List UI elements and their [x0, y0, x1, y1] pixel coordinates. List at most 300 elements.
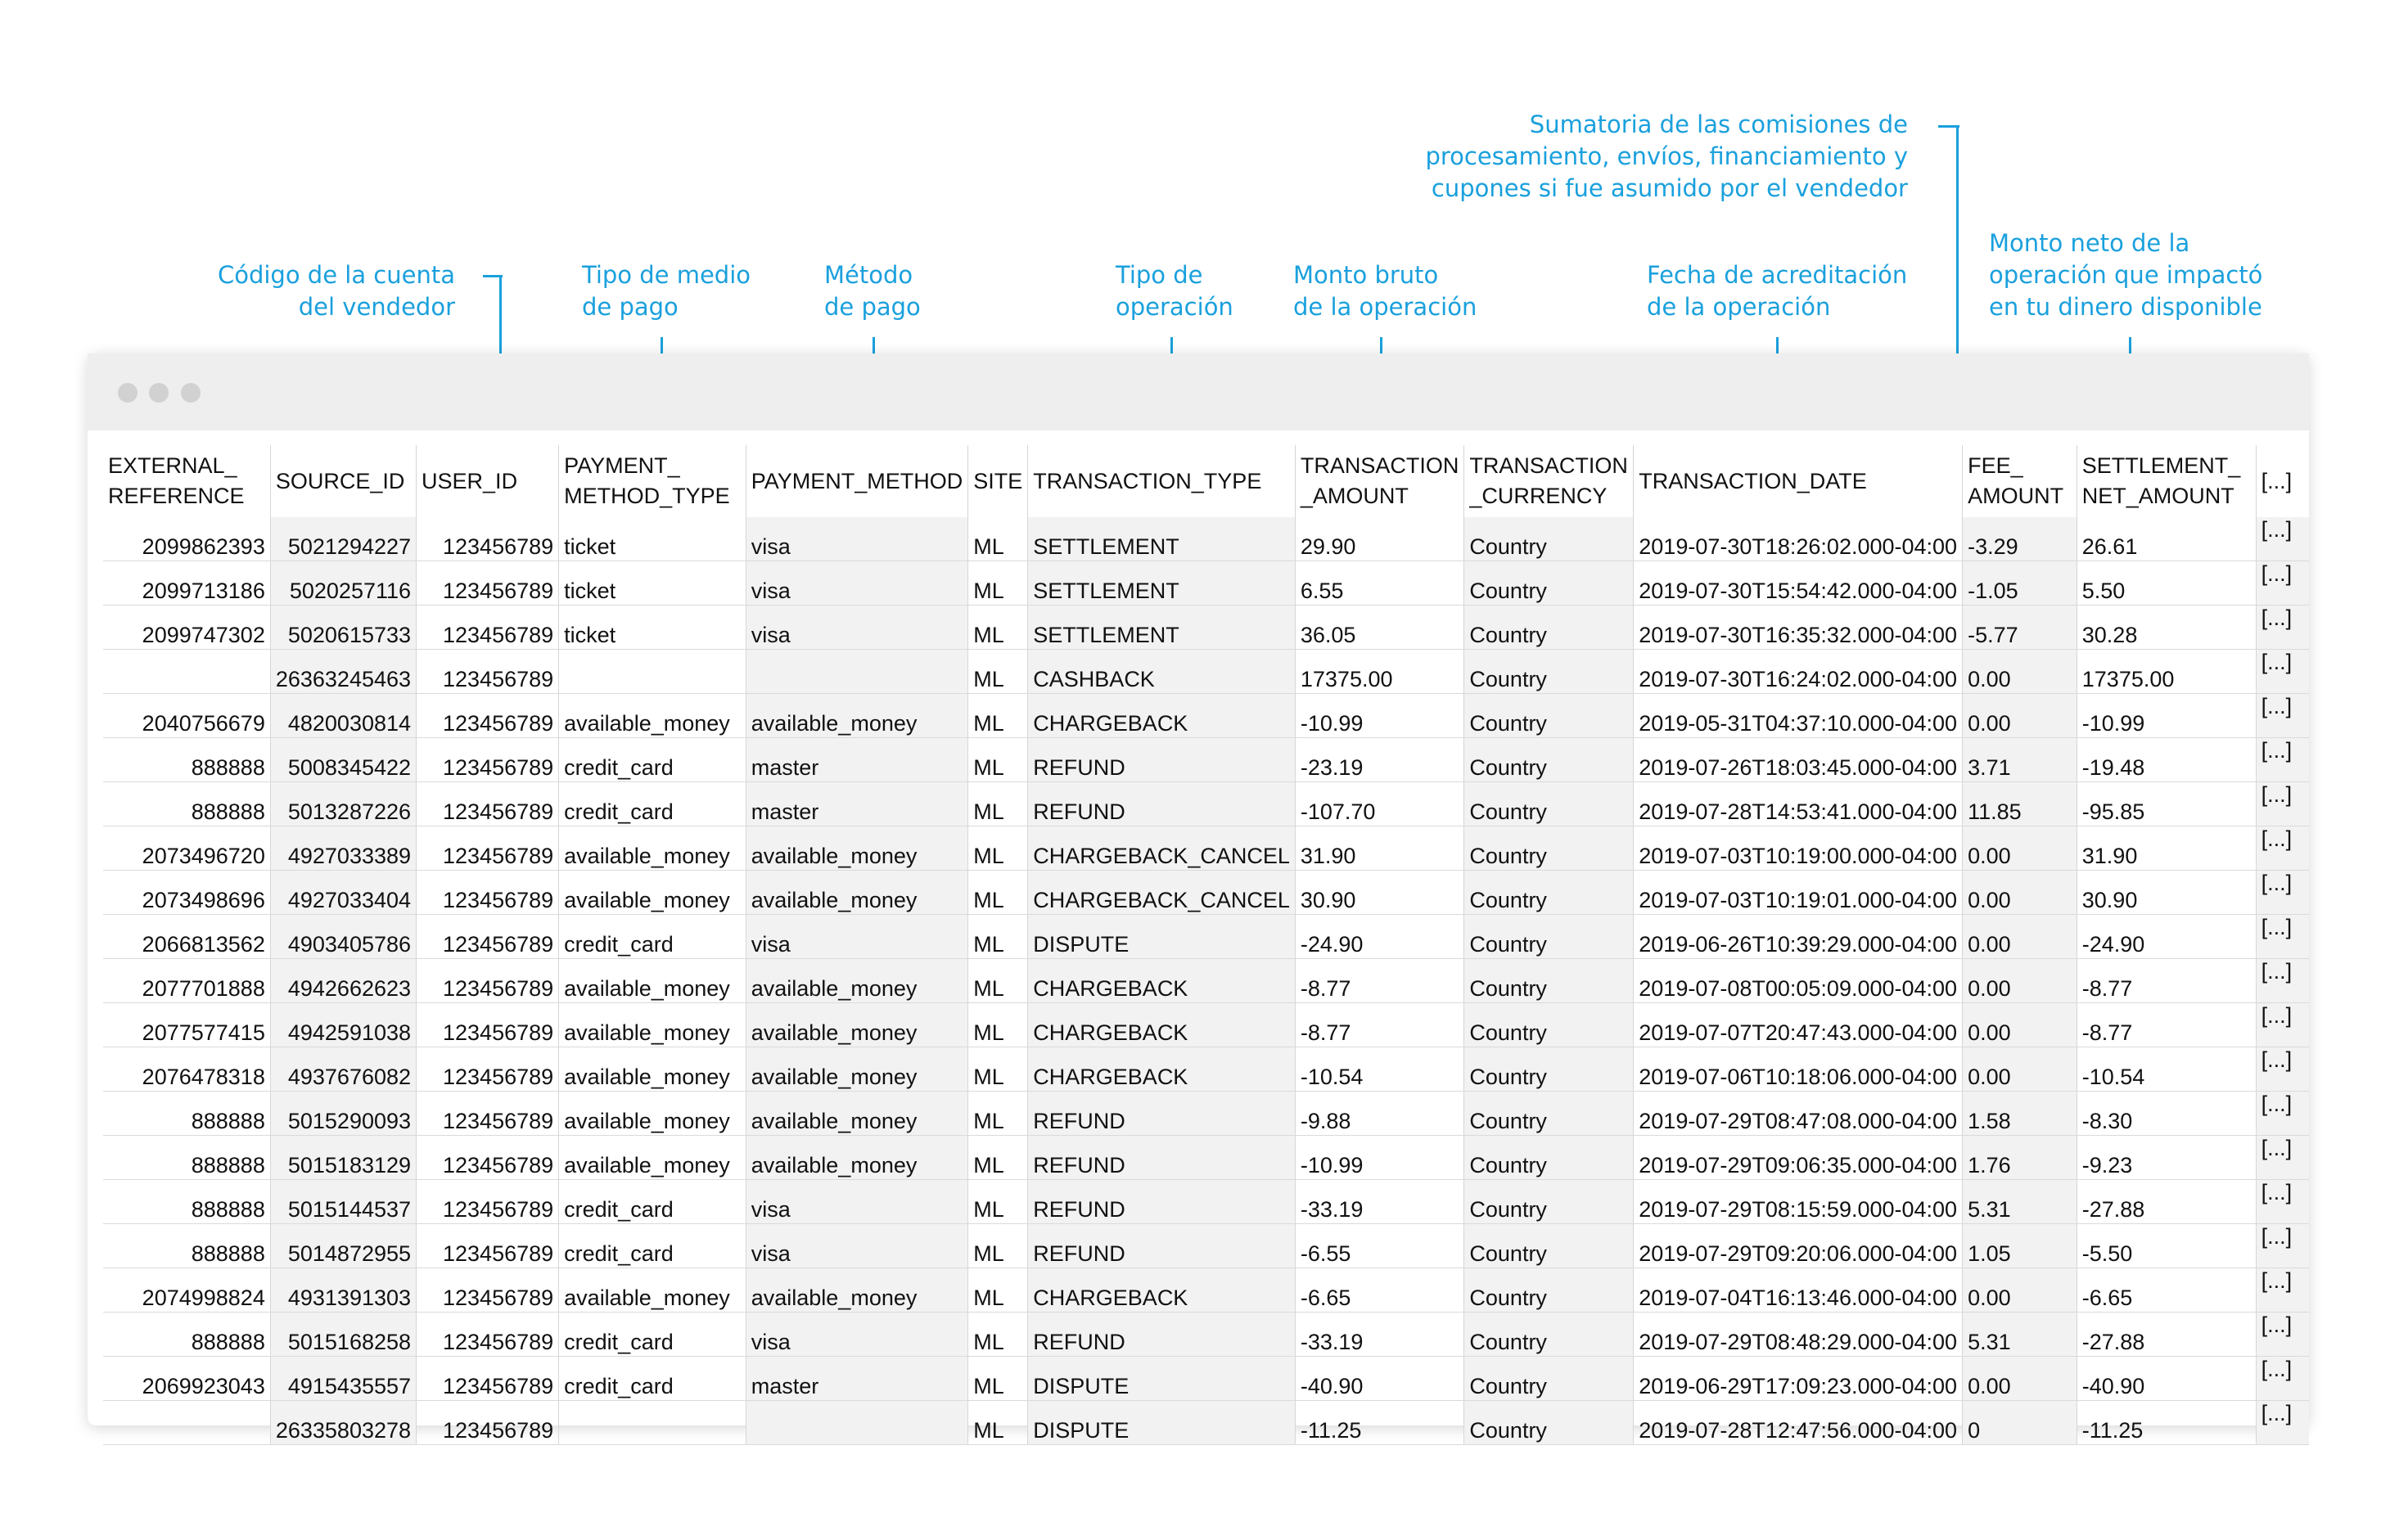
cell-transaction-date[interactable]: 2019-07-03T10:19:00.000-04:00: [1634, 826, 1963, 871]
cell-external-reference[interactable]: 2076478318: [103, 1047, 270, 1092]
cell-transaction-currency[interactable]: Country: [1464, 959, 1634, 1003]
cell-transaction-amount[interactable]: -9.88: [1295, 1092, 1464, 1136]
cell-site[interactable]: ML: [968, 1268, 1028, 1313]
cell-payment-method[interactable]: visa: [746, 1313, 968, 1357]
cell-settlement-net-amount[interactable]: -19.48: [2077, 738, 2256, 782]
cell-user-id[interactable]: 123456789: [417, 1357, 559, 1401]
cell-external-reference[interactable]: 888888: [103, 1224, 270, 1268]
table-row[interactable]: [103, 1224, 2309, 1268]
cell-fee-amount[interactable]: -5.77: [1963, 606, 2077, 650]
cell-transaction-date[interactable]: 2019-07-26T18:03:45.000-04:00: [1634, 738, 1963, 782]
cell-payment-method[interactable]: visa: [746, 915, 968, 959]
cell-payment-method[interactable]: available_money: [746, 959, 968, 1003]
cell-external-reference[interactable]: [103, 650, 270, 694]
cell-fee-amount[interactable]: 11.85: [1963, 782, 2077, 826]
cell-external-reference[interactable]: [103, 1401, 270, 1445]
cell-external-reference[interactable]: 888888: [103, 1136, 270, 1180]
cell-transaction-currency[interactable]: Country: [1464, 871, 1634, 915]
cell-settlement-net-amount[interactable]: 17375.00: [2077, 650, 2256, 694]
cell-transaction-type[interactable]: REFUND: [1028, 782, 1296, 826]
cell-user-id[interactable]: 123456789: [417, 694, 559, 738]
cell-user-id[interactable]: 123456789: [417, 1180, 559, 1224]
cell-payment-method[interactable]: visa: [746, 1180, 968, 1224]
cell-payment-method-type[interactable]: credit_card: [559, 1224, 746, 1268]
cell-payment-method-type[interactable]: ticket: [559, 606, 746, 650]
cell-transaction-currency[interactable]: Country: [1464, 915, 1634, 959]
cell-fee-amount[interactable]: 0.00: [1963, 694, 2077, 738]
cell-transaction-currency[interactable]: Country: [1464, 1003, 1634, 1047]
cell-payment-method-type[interactable]: credit_card: [559, 738, 746, 782]
cell-user-id[interactable]: 123456789: [417, 915, 559, 959]
cell-site[interactable]: ML: [968, 738, 1028, 782]
cell-transaction-date[interactable]: 2019-07-29T08:15:59.000-04:00: [1634, 1180, 1963, 1224]
cell-transaction-currency[interactable]: Country: [1464, 1092, 1634, 1136]
cell-payment-method[interactable]: available_money: [746, 694, 968, 738]
cell-transaction-currency[interactable]: Country: [1464, 561, 1634, 606]
cell-settlement-net-amount[interactable]: 30.28: [2077, 606, 2256, 650]
cell-settlement-net-amount[interactable]: -10.99: [2077, 694, 2256, 738]
cell-settlement-net-amount[interactable]: 31.90: [2077, 826, 2256, 871]
cell-user-id[interactable]: 123456789: [417, 1136, 559, 1180]
cell-transaction-type[interactable]: DISPUTE: [1028, 1357, 1296, 1401]
cell-site[interactable]: ML: [968, 1401, 1028, 1445]
header-fee-amount[interactable]: [1963, 445, 2077, 517]
cell-payment-method[interactable]: visa: [746, 1224, 968, 1268]
cell-settlement-net-amount[interactable]: -6.65: [2077, 1268, 2256, 1313]
cell-transaction-type[interactable]: SETTLEMENT: [1028, 561, 1296, 606]
cell-payment-method-type[interactable]: available_money: [559, 1136, 746, 1180]
cell-source-id[interactable]: 4915435557: [270, 1357, 416, 1401]
cell-payment-method[interactable]: available_money: [746, 1092, 968, 1136]
cell-transaction-currency[interactable]: Country: [1464, 738, 1634, 782]
cell-fee-amount[interactable]: 5.31: [1963, 1180, 2077, 1224]
cell-external-reference[interactable]: 2073498696: [103, 871, 270, 915]
cell-user-id[interactable]: 123456789: [417, 1268, 559, 1313]
cell-transaction-amount[interactable]: -24.90: [1295, 915, 1464, 959]
cell-external-reference[interactable]: 888888: [103, 738, 270, 782]
cell-settlement-net-amount[interactable]: -24.90: [2077, 915, 2256, 959]
cell-transaction-currency[interactable]: Country: [1464, 606, 1634, 650]
table-row[interactable]: [103, 959, 2309, 1003]
cell-settlement-net-amount[interactable]: -8.30: [2077, 1092, 2256, 1136]
cell-site[interactable]: ML: [968, 1180, 1028, 1224]
cell-source-id[interactable]: 5015183129: [270, 1136, 416, 1180]
cell-more[interactable]: [...]: [2256, 1401, 2309, 1445]
cell-transaction-amount[interactable]: -6.65: [1295, 1268, 1464, 1313]
table-row[interactable]: [103, 1313, 2309, 1357]
cell-payment-method[interactable]: available_money: [746, 826, 968, 871]
cell-site[interactable]: ML: [968, 1092, 1028, 1136]
cell-transaction-amount[interactable]: 17375.00: [1295, 650, 1464, 694]
cell-settlement-net-amount[interactable]: -40.90: [2077, 1357, 2256, 1401]
cell-payment-method-type[interactable]: available_money: [559, 1268, 746, 1313]
cell-fee-amount[interactable]: 0.00: [1963, 915, 2077, 959]
cell-transaction-currency[interactable]: Country: [1464, 1136, 1634, 1180]
cell-external-reference[interactable]: 2069923043: [103, 1357, 270, 1401]
cell-more[interactable]: [...]: [2256, 1357, 2309, 1401]
cell-source-id[interactable]: 4931391303: [270, 1268, 416, 1313]
cell-transaction-currency[interactable]: Country: [1464, 517, 1634, 561]
table-row[interactable]: [103, 782, 2309, 826]
cell-fee-amount[interactable]: 0.00: [1963, 1047, 2077, 1092]
cell-external-reference[interactable]: 2077701888: [103, 959, 270, 1003]
cell-site[interactable]: ML: [968, 561, 1028, 606]
cell-transaction-type[interactable]: CHARGEBACK: [1028, 1268, 1296, 1313]
cell-transaction-date[interactable]: 2019-07-07T20:47:43.000-04:00: [1634, 1003, 1963, 1047]
cell-transaction-amount[interactable]: 6.55: [1295, 561, 1464, 606]
cell-settlement-net-amount[interactable]: -27.88: [2077, 1180, 2256, 1224]
cell-fee-amount[interactable]: 5.31: [1963, 1313, 2077, 1357]
cell-transaction-date[interactable]: 2019-05-31T04:37:10.000-04:00: [1634, 694, 1963, 738]
cell-fee-amount[interactable]: 1.05: [1963, 1224, 2077, 1268]
cell-transaction-type[interactable]: REFUND: [1028, 1224, 1296, 1268]
table-row[interactable]: [103, 738, 2309, 782]
cell-more[interactable]: [...]: [2256, 1136, 2309, 1180]
cell-site[interactable]: ML: [968, 782, 1028, 826]
cell-external-reference[interactable]: 888888: [103, 1313, 270, 1357]
cell-fee-amount[interactable]: 3.71: [1963, 738, 2077, 782]
cell-fee-amount[interactable]: 0: [1963, 1401, 2077, 1445]
cell-transaction-date[interactable]: 2019-07-30T16:24:02.000-04:00: [1634, 650, 1963, 694]
cell-settlement-net-amount[interactable]: -27.88: [2077, 1313, 2256, 1357]
cell-source-id[interactable]: 5014872955: [270, 1224, 416, 1268]
table-row[interactable]: [103, 1136, 2309, 1180]
cell-source-id[interactable]: 5020257116: [270, 561, 416, 606]
cell-source-id[interactable]: 5013287226: [270, 782, 416, 826]
cell-transaction-type[interactable]: DISPUTE: [1028, 1401, 1296, 1445]
cell-fee-amount[interactable]: 0.00: [1963, 1268, 2077, 1313]
cell-transaction-amount[interactable]: -33.19: [1295, 1313, 1464, 1357]
cell-source-id[interactable]: 4903405786: [270, 915, 416, 959]
cell-transaction-amount[interactable]: -8.77: [1295, 959, 1464, 1003]
cell-transaction-currency[interactable]: Country: [1464, 694, 1634, 738]
cell-user-id[interactable]: 123456789: [417, 826, 559, 871]
cell-transaction-date[interactable]: 2019-07-29T09:20:06.000-04:00: [1634, 1224, 1963, 1268]
cell-source-id[interactable]: 4942591038: [270, 1003, 416, 1047]
table-row[interactable]: [103, 1180, 2309, 1224]
cell-payment-method-type[interactable]: [559, 650, 746, 694]
cell-external-reference[interactable]: 2099713186: [103, 561, 270, 606]
cell-transaction-currency[interactable]: Country: [1464, 1401, 1634, 1445]
cell-transaction-currency[interactable]: Country: [1464, 1224, 1634, 1268]
cell-transaction-date[interactable]: 2019-07-29T08:47:08.000-04:00: [1634, 1092, 1963, 1136]
cell-more[interactable]: [...]: [2256, 1092, 2309, 1136]
cell-source-id[interactable]: 4927033404: [270, 871, 416, 915]
table-row[interactable]: [103, 694, 2309, 738]
cell-more[interactable]: [...]: [2256, 738, 2309, 782]
cell-more[interactable]: [...]: [2256, 1224, 2309, 1268]
cell-transaction-type[interactable]: REFUND: [1028, 1180, 1296, 1224]
cell-payment-method-type[interactable]: available_money: [559, 1003, 746, 1047]
cell-transaction-currency[interactable]: Country: [1464, 782, 1634, 826]
cell-transaction-type[interactable]: CASHBACK: [1028, 650, 1296, 694]
cell-payment-method[interactable]: master: [746, 1357, 968, 1401]
table-row[interactable]: [103, 1401, 2309, 1445]
cell-source-id[interactable]: 4937676082: [270, 1047, 416, 1092]
header-external-reference[interactable]: [103, 445, 270, 517]
cell-fee-amount[interactable]: 0.00: [1963, 1357, 2077, 1401]
cell-external-reference[interactable]: 2040756679: [103, 694, 270, 738]
table-row[interactable]: [103, 1357, 2309, 1401]
cell-site[interactable]: ML: [968, 1357, 1028, 1401]
cell-site[interactable]: ML: [968, 1224, 1028, 1268]
cell-transaction-date[interactable]: 2019-06-29T17:09:23.000-04:00: [1634, 1357, 1963, 1401]
cell-transaction-type[interactable]: DISPUTE: [1028, 915, 1296, 959]
cell-transaction-currency[interactable]: Country: [1464, 826, 1634, 871]
table-row[interactable]: [103, 915, 2309, 959]
cell-transaction-amount[interactable]: 30.90: [1295, 871, 1464, 915]
header-payment-method[interactable]: [746, 445, 968, 517]
cell-external-reference[interactable]: 2074998824: [103, 1268, 270, 1313]
cell-transaction-currency[interactable]: Country: [1464, 1268, 1634, 1313]
cell-user-id[interactable]: 123456789: [417, 517, 559, 561]
cell-more[interactable]: [...]: [2256, 1268, 2309, 1313]
cell-user-id[interactable]: 123456789: [417, 1003, 559, 1047]
cell-payment-method-type[interactable]: credit_card: [559, 1357, 746, 1401]
cell-transaction-type[interactable]: SETTLEMENT: [1028, 606, 1296, 650]
cell-transaction-date[interactable]: 2019-07-30T18:26:02.000-04:00: [1634, 517, 1963, 561]
cell-user-id[interactable]: 123456789: [417, 1401, 559, 1445]
cell-transaction-type[interactable]: REFUND: [1028, 738, 1296, 782]
cell-transaction-type[interactable]: CHARGEBACK_CANCEL: [1028, 871, 1296, 915]
table-row[interactable]: [103, 1092, 2309, 1136]
cell-payment-method-type[interactable]: credit_card: [559, 1180, 746, 1224]
cell-payment-method[interactable]: [746, 1401, 968, 1445]
cell-site[interactable]: ML: [968, 959, 1028, 1003]
cell-more[interactable]: [...]: [2256, 1003, 2309, 1047]
header-transaction-type[interactable]: [1028, 445, 1296, 517]
cell-site[interactable]: ML: [968, 915, 1028, 959]
cell-site[interactable]: ML: [968, 606, 1028, 650]
table-row[interactable]: [103, 1047, 2309, 1092]
cell-source-id[interactable]: 4820030814: [270, 694, 416, 738]
cell-transaction-currency[interactable]: Country: [1464, 650, 1634, 694]
cell-site[interactable]: ML: [968, 826, 1028, 871]
cell-site[interactable]: ML: [968, 694, 1028, 738]
cell-payment-method-type[interactable]: ticket: [559, 517, 746, 561]
header-payment-method-type[interactable]: [559, 445, 746, 517]
cell-external-reference[interactable]: 888888: [103, 1180, 270, 1224]
cell-settlement-net-amount[interactable]: -95.85: [2077, 782, 2256, 826]
header-transaction-currency[interactable]: [1464, 445, 1634, 517]
cell-fee-amount[interactable]: 1.58: [1963, 1092, 2077, 1136]
table-row[interactable]: [103, 517, 2309, 561]
cell-transaction-date[interactable]: 2019-07-08T00:05:09.000-04:00: [1634, 959, 1963, 1003]
cell-transaction-currency[interactable]: Country: [1464, 1180, 1634, 1224]
cell-external-reference[interactable]: 2066813562: [103, 915, 270, 959]
cell-payment-method[interactable]: master: [746, 782, 968, 826]
cell-user-id[interactable]: 123456789: [417, 1092, 559, 1136]
cell-settlement-net-amount[interactable]: -8.77: [2077, 1003, 2256, 1047]
cell-transaction-date[interactable]: 2019-07-30T16:35:32.000-04:00: [1634, 606, 1963, 650]
cell-more[interactable]: [...]: [2256, 606, 2309, 650]
cell-fee-amount[interactable]: -3.29: [1963, 517, 2077, 561]
cell-source-id[interactable]: 5008345422: [270, 738, 416, 782]
cell-settlement-net-amount[interactable]: 5.50: [2077, 561, 2256, 606]
cell-user-id[interactable]: 123456789: [417, 650, 559, 694]
cell-transaction-type[interactable]: CHARGEBACK: [1028, 959, 1296, 1003]
cell-transaction-currency[interactable]: Country: [1464, 1357, 1634, 1401]
cell-user-id[interactable]: 123456789: [417, 959, 559, 1003]
cell-payment-method-type[interactable]: available_money: [559, 1047, 746, 1092]
cell-payment-method-type[interactable]: credit_card: [559, 915, 746, 959]
cell-settlement-net-amount[interactable]: -11.25: [2077, 1401, 2256, 1445]
cell-more[interactable]: [...]: [2256, 782, 2309, 826]
cell-transaction-amount[interactable]: -10.54: [1295, 1047, 1464, 1092]
cell-source-id[interactable]: 5020615733: [270, 606, 416, 650]
cell-fee-amount[interactable]: 0.00: [1963, 1003, 2077, 1047]
cell-more[interactable]: [...]: [2256, 561, 2309, 606]
cell-site[interactable]: ML: [968, 871, 1028, 915]
cell-payment-method[interactable]: available_money: [746, 1268, 968, 1313]
cell-payment-method-type[interactable]: available_money: [559, 1092, 746, 1136]
cell-more[interactable]: [...]: [2256, 1180, 2309, 1224]
cell-more[interactable]: [...]: [2256, 826, 2309, 871]
cell-payment-method-type[interactable]: [559, 1401, 746, 1445]
cell-transaction-date[interactable]: 2019-07-28T12:47:56.000-04:00: [1634, 1401, 1963, 1445]
cell-payment-method[interactable]: visa: [746, 606, 968, 650]
cell-external-reference[interactable]: 2099862393: [103, 517, 270, 561]
cell-transaction-type[interactable]: CHARGEBACK: [1028, 694, 1296, 738]
cell-settlement-net-amount[interactable]: -5.50: [2077, 1224, 2256, 1268]
cell-transaction-amount[interactable]: 36.05: [1295, 606, 1464, 650]
cell-transaction-amount[interactable]: -6.55: [1295, 1224, 1464, 1268]
cell-more[interactable]: [...]: [2256, 1313, 2309, 1357]
cell-transaction-amount[interactable]: 31.90: [1295, 826, 1464, 871]
header-source-id[interactable]: [270, 445, 416, 517]
cell-source-id[interactable]: 5015290093: [270, 1092, 416, 1136]
cell-fee-amount[interactable]: 0.00: [1963, 871, 2077, 915]
cell-fee-amount[interactable]: 0.00: [1963, 650, 2077, 694]
cell-transaction-date[interactable]: 2019-07-29T08:48:29.000-04:00: [1634, 1313, 1963, 1357]
cell-transaction-amount[interactable]: -33.19: [1295, 1180, 1464, 1224]
table-row[interactable]: [103, 650, 2309, 694]
header-settlement-net-amount[interactable]: [2077, 445, 2256, 517]
cell-settlement-net-amount[interactable]: -8.77: [2077, 959, 2256, 1003]
cell-user-id[interactable]: 123456789: [417, 606, 559, 650]
cell-payment-method[interactable]: [746, 650, 968, 694]
header-transaction-date[interactable]: [1634, 445, 1963, 517]
cell-transaction-date[interactable]: 2019-06-26T10:39:29.000-04:00: [1634, 915, 1963, 959]
cell-transaction-currency[interactable]: Country: [1464, 1313, 1634, 1357]
cell-site[interactable]: ML: [968, 1003, 1028, 1047]
cell-more[interactable]: [...]: [2256, 915, 2309, 959]
cell-external-reference[interactable]: 888888: [103, 1092, 270, 1136]
table-row[interactable]: [103, 561, 2309, 606]
cell-external-reference[interactable]: 2073496720: [103, 826, 270, 871]
cell-settlement-net-amount[interactable]: 26.61: [2077, 517, 2256, 561]
cell-settlement-net-amount[interactable]: -10.54: [2077, 1047, 2256, 1092]
cell-more[interactable]: [...]: [2256, 959, 2309, 1003]
cell-user-id[interactable]: 123456789: [417, 738, 559, 782]
cell-transaction-amount[interactable]: -107.70: [1295, 782, 1464, 826]
table-row[interactable]: [103, 1003, 2309, 1047]
cell-transaction-date[interactable]: 2019-07-06T10:18:06.000-04:00: [1634, 1047, 1963, 1092]
header-user-id[interactable]: [417, 445, 559, 517]
cell-transaction-type[interactable]: CHARGEBACK: [1028, 1003, 1296, 1047]
cell-payment-method-type[interactable]: available_money: [559, 826, 746, 871]
cell-settlement-net-amount[interactable]: -9.23: [2077, 1136, 2256, 1180]
cell-source-id[interactable]: 4942662623: [270, 959, 416, 1003]
cell-payment-method-type[interactable]: credit_card: [559, 1313, 746, 1357]
cell-source-id[interactable]: 5015168258: [270, 1313, 416, 1357]
cell-source-id[interactable]: 26363245463: [270, 650, 416, 694]
cell-payment-method[interactable]: visa: [746, 561, 968, 606]
cell-transaction-currency[interactable]: Country: [1464, 1047, 1634, 1092]
cell-transaction-type[interactable]: REFUND: [1028, 1136, 1296, 1180]
cell-user-id[interactable]: 123456789: [417, 871, 559, 915]
cell-transaction-date[interactable]: 2019-07-29T09:06:35.000-04:00: [1634, 1136, 1963, 1180]
cell-payment-method[interactable]: visa: [746, 517, 968, 561]
cell-user-id[interactable]: 123456789: [417, 782, 559, 826]
window-control-dot[interactable]: [181, 383, 201, 403]
cell-payment-method[interactable]: available_money: [746, 871, 968, 915]
cell-site[interactable]: ML: [968, 1313, 1028, 1357]
cell-more[interactable]: [...]: [2256, 517, 2309, 561]
cell-source-id[interactable]: 5015144537: [270, 1180, 416, 1224]
cell-transaction-amount[interactable]: 29.90: [1295, 517, 1464, 561]
table-row[interactable]: [103, 606, 2309, 650]
cell-fee-amount[interactable]: -1.05: [1963, 561, 2077, 606]
cell-user-id[interactable]: 123456789: [417, 1313, 559, 1357]
cell-transaction-type[interactable]: SETTLEMENT: [1028, 517, 1296, 561]
cell-payment-method-type[interactable]: available_money: [559, 959, 746, 1003]
cell-fee-amount[interactable]: 1.76: [1963, 1136, 2077, 1180]
cell-external-reference[interactable]: 888888: [103, 782, 270, 826]
cell-transaction-amount[interactable]: -8.77: [1295, 1003, 1464, 1047]
table-row[interactable]: [103, 871, 2309, 915]
cell-payment-method[interactable]: available_money: [746, 1047, 968, 1092]
cell-transaction-amount[interactable]: -10.99: [1295, 694, 1464, 738]
cell-site[interactable]: ML: [968, 517, 1028, 561]
cell-payment-method[interactable]: available_money: [746, 1003, 968, 1047]
header-site[interactable]: [968, 445, 1028, 517]
table-row[interactable]: [103, 826, 2309, 871]
cell-site[interactable]: ML: [968, 650, 1028, 694]
cell-external-reference[interactable]: 2099747302: [103, 606, 270, 650]
cell-transaction-amount[interactable]: -11.25: [1295, 1401, 1464, 1445]
cell-user-id[interactable]: 123456789: [417, 1047, 559, 1092]
window-control-dot[interactable]: [118, 383, 138, 403]
cell-fee-amount[interactable]: 0.00: [1963, 826, 2077, 871]
cell-external-reference[interactable]: 2077577415: [103, 1003, 270, 1047]
cell-transaction-type[interactable]: CHARGEBACK: [1028, 1047, 1296, 1092]
cell-payment-method[interactable]: master: [746, 738, 968, 782]
cell-user-id[interactable]: 123456789: [417, 561, 559, 606]
window-control-dot[interactable]: [149, 383, 169, 403]
header-transaction-amount[interactable]: [1295, 445, 1464, 517]
cell-transaction-date[interactable]: 2019-07-28T14:53:41.000-04:00: [1634, 782, 1963, 826]
cell-payment-method[interactable]: available_money: [746, 1136, 968, 1180]
cell-more[interactable]: [...]: [2256, 650, 2309, 694]
cell-site[interactable]: ML: [968, 1047, 1028, 1092]
cell-transaction-amount[interactable]: -40.90: [1295, 1357, 1464, 1401]
cell-transaction-type[interactable]: REFUND: [1028, 1313, 1296, 1357]
cell-transaction-type[interactable]: REFUND: [1028, 1092, 1296, 1136]
cell-source-id[interactable]: 5021294227: [270, 517, 416, 561]
cell-transaction-date[interactable]: 2019-07-04T16:13:46.000-04:00: [1634, 1268, 1963, 1313]
cell-settlement-net-amount[interactable]: 30.90: [2077, 871, 2256, 915]
cell-transaction-amount[interactable]: -23.19: [1295, 738, 1464, 782]
cell-site[interactable]: ML: [968, 1136, 1028, 1180]
cell-transaction-date[interactable]: 2019-07-03T10:19:01.000-04:00: [1634, 871, 1963, 915]
cell-source-id[interactable]: 26335803278: [270, 1401, 416, 1445]
cell-payment-method-type[interactable]: ticket: [559, 561, 746, 606]
cell-payment-method-type[interactable]: available_money: [559, 694, 746, 738]
cell-more[interactable]: [...]: [2256, 871, 2309, 915]
cell-source-id[interactable]: 4927033389: [270, 826, 416, 871]
cell-transaction-amount[interactable]: -10.99: [1295, 1136, 1464, 1180]
